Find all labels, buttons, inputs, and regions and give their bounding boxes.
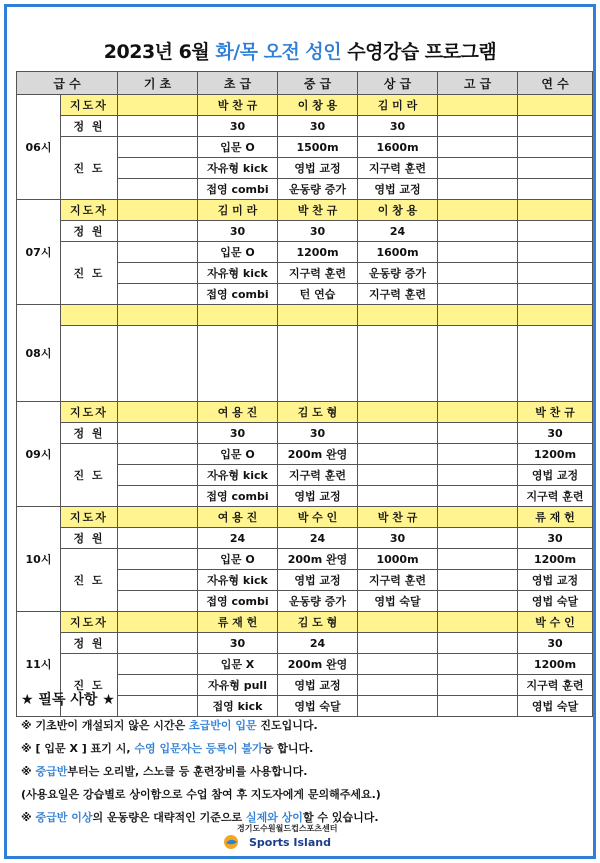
progress-cell: 영법 숙달 [518, 591, 593, 612]
empty-cell [438, 549, 518, 570]
empty-cell [438, 242, 518, 263]
progress-cell: 입문 O [198, 444, 278, 465]
title-highlight: 화/목 오전 성인 [215, 41, 342, 63]
instructor-row [17, 507, 593, 528]
progress-cell: 200m 완영 [278, 549, 358, 570]
empty-cell [118, 179, 198, 200]
capacity-cell: 24 [278, 528, 358, 549]
sports-island-icon [223, 834, 245, 850]
progress-cell: 지구력 훈련 [358, 284, 438, 305]
progress-label: 진 도 [61, 137, 118, 200]
empty-cell [438, 654, 518, 675]
progress-cell: 영법 교정 [358, 179, 438, 200]
header-beginner: 초 급 [198, 72, 278, 95]
instructor-cell: 여 용 진 [198, 507, 278, 528]
progress-cell: 운동량 증가 [278, 591, 358, 612]
empty-cell [358, 326, 438, 402]
instructor-row [17, 612, 593, 633]
org-name: 경기도수원월드컵스포츠센터 [237, 824, 338, 833]
empty-cell [118, 591, 198, 612]
instructor-row [17, 200, 593, 221]
capacity-cell: 30 [518, 633, 593, 654]
capacity-cell [438, 423, 518, 444]
capacity-cell: 24 [358, 221, 438, 242]
progress-cell: 지구력 훈련 [278, 465, 358, 486]
progress-row [17, 654, 593, 675]
progress-cell: 자유형 kick [198, 465, 278, 486]
progress-cell: 운동량 증가 [358, 263, 438, 284]
header-training: 연 수 [518, 72, 593, 95]
capacity-cell: 30 [198, 221, 278, 242]
title-suffix: 수영강습 프로그램 [341, 41, 497, 63]
empty-cell [358, 486, 438, 507]
instructor-row [17, 402, 593, 423]
capacity-cell: 30 [198, 423, 278, 444]
empty-cell [518, 137, 593, 158]
progress-cell: 영법 교정 [278, 675, 358, 696]
instructor-cell [118, 507, 198, 528]
capacity-cell [118, 528, 198, 549]
progress-row [17, 137, 593, 158]
instructor-cell [518, 200, 593, 221]
progress-cell: 자유형 kick [198, 570, 278, 591]
capacity-cell [118, 423, 198, 444]
progress-cell: 접영 combi [198, 591, 278, 612]
capacity-cell [118, 116, 198, 137]
instructor-cell: 박 찬 규 [198, 95, 278, 116]
header-upper: 상 급 [358, 72, 438, 95]
instructor-cell: 박 찬 규 [278, 200, 358, 221]
progress-cell: 턴 연습 [278, 284, 358, 305]
note-4: (사용요일은 강습별로 상이함으로 수업 참여 후 지도자에게 문의해주세요.) [21, 788, 381, 801]
progress-cell: 지구력 훈련 [278, 263, 358, 284]
instructor-cell [118, 402, 198, 423]
progress-cell: 지구력 훈련 [518, 486, 593, 507]
empty-cell [118, 158, 198, 179]
note-1: ※ 기초반이 개설되지 않은 시간은 초급반이 입문 진도입니다. [21, 719, 318, 732]
empty-cell [61, 326, 118, 402]
capacity-row [17, 423, 593, 444]
progress-cell: 200m 완영 [278, 444, 358, 465]
progress-cell: 영법 교정 [518, 570, 593, 591]
footer-logo [217, 823, 387, 853]
progress-cell: 영법 숙달 [278, 696, 358, 717]
capacity-cell: 30 [358, 116, 438, 137]
instructor-cell [278, 305, 358, 326]
instructor-cell: 이 창 용 [358, 200, 438, 221]
empty-cell [518, 158, 593, 179]
progress-cell: 1200m [518, 654, 593, 675]
time-cell: 10시 [17, 507, 61, 612]
instructor-cell [438, 305, 518, 326]
progress-cell: 접영 combi [198, 179, 278, 200]
capacity-cell: 30 [278, 423, 358, 444]
progress-cell: 지구력 훈련 [518, 675, 593, 696]
note-5: ※ 중급반 이상의 운동량은 대략적인 기준으로 실제와 상이할 수 있습니다. [21, 811, 379, 824]
progress-cell: 자유형 kick [198, 263, 278, 284]
empty-cell [438, 326, 518, 402]
instructor-cell: 박 찬 규 [518, 402, 593, 423]
time-cell: 06시 [17, 95, 61, 200]
instructor-cell: 박 수 인 [518, 612, 593, 633]
instructor-cell: 김 미 라 [358, 95, 438, 116]
capacity-cell [518, 116, 593, 137]
empty-cell [118, 284, 198, 305]
notes-heading: ★ 필독 사항 ★ [21, 692, 115, 708]
note-3: ※ 중급반부터는 오리발, 스노클 등 훈련장비를 사용합니다. [21, 765, 308, 778]
page-title [7, 37, 593, 64]
header-intermediate: 중 급 [278, 72, 358, 95]
progress-cell: 1600m [358, 242, 438, 263]
instructor-label: 지도자 [61, 200, 118, 221]
empty-cell [198, 326, 278, 402]
empty-cell [358, 654, 438, 675]
progress-cell: 입문 O [198, 549, 278, 570]
capacity-label: 정 원 [61, 423, 118, 444]
instructor-cell [518, 95, 593, 116]
progress-cell: 입문 O [198, 137, 278, 158]
schedule-table [16, 71, 593, 717]
capacity-row [17, 528, 593, 549]
progress-cell: 200m 완영 [278, 654, 358, 675]
capacity-cell: 30 [198, 633, 278, 654]
slot-row [17, 326, 593, 402]
empty-cell [358, 444, 438, 465]
progress-cell: 영법 교정 [278, 570, 358, 591]
instructor-label: 지도자 [61, 95, 118, 116]
header-level: 급 수 [17, 72, 118, 95]
capacity-cell [438, 528, 518, 549]
empty-cell [118, 137, 198, 158]
progress-cell: 1000m [358, 549, 438, 570]
capacity-cell: 24 [198, 528, 278, 549]
capacity-label: 정 원 [61, 221, 118, 242]
capacity-row [17, 116, 593, 137]
instructor-cell: 김 미 라 [198, 200, 278, 221]
instructor-cell: 류 재 헌 [198, 612, 278, 633]
instructor-cell: 박 찬 규 [358, 507, 438, 528]
page-frame [4, 4, 596, 859]
empty-cell [438, 137, 518, 158]
empty-cell [118, 654, 198, 675]
empty-cell [438, 263, 518, 284]
empty-cell [438, 284, 518, 305]
progress-cell: 영법 교정 [278, 486, 358, 507]
progress-cell: 지구력 훈련 [358, 570, 438, 591]
instructor-cell: 김 도 형 [278, 612, 358, 633]
instructor-cell [438, 402, 518, 423]
instructor-cell [61, 305, 118, 326]
instructor-cell: 김 도 형 [278, 402, 358, 423]
instructor-label: 지도자 [61, 507, 118, 528]
progress-cell: 영법 교정 [518, 465, 593, 486]
progress-cell: 입문 X [198, 654, 278, 675]
empty-cell [118, 444, 198, 465]
capacity-cell [438, 221, 518, 242]
capacity-cell: 30 [278, 221, 358, 242]
instructor-cell [118, 612, 198, 633]
empty-cell [518, 179, 593, 200]
capacity-cell [118, 221, 198, 242]
empty-cell [438, 444, 518, 465]
empty-cell [438, 570, 518, 591]
progress-cell: 1200m [518, 444, 593, 465]
time-cell: 11시 [17, 612, 61, 717]
title-prefix: 2023년 6월 [103, 41, 216, 63]
progress-row [17, 444, 593, 465]
progress-label: 진 도 [61, 242, 118, 305]
instructor-cell: 류 재 헌 [518, 507, 593, 528]
empty-cell [518, 326, 593, 402]
instructor-cell [358, 402, 438, 423]
instructor-cell [518, 305, 593, 326]
empty-cell [438, 591, 518, 612]
capacity-label: 정 원 [61, 633, 118, 654]
capacity-cell [118, 633, 198, 654]
capacity-cell: 30 [518, 528, 593, 549]
capacity-row [17, 633, 593, 654]
capacity-cell: 30 [358, 528, 438, 549]
empty-cell [278, 326, 358, 402]
empty-cell [358, 465, 438, 486]
progress-cell: 1200m [278, 242, 358, 263]
header-basic: 기 초 [118, 72, 198, 95]
empty-cell [118, 549, 198, 570]
instructor-cell [118, 200, 198, 221]
instructor-cell: 박 수 인 [278, 507, 358, 528]
empty-cell [518, 242, 593, 263]
empty-cell [518, 263, 593, 284]
note-2: ※ [ 입문 X ] 표기 시, 수영 입문자는 등록이 불가능 합니다. [21, 742, 314, 755]
instructor-cell: 이 창 용 [278, 95, 358, 116]
brand-name: Sports Island [249, 836, 331, 849]
progress-row [17, 549, 593, 570]
instructor-cell [198, 305, 278, 326]
progress-cell: 접영 combi [198, 284, 278, 305]
slot-row [17, 305, 593, 326]
capacity-cell [358, 633, 438, 654]
empty-cell [438, 465, 518, 486]
instructor-cell [438, 507, 518, 528]
progress-label: 진 도 [61, 444, 118, 507]
progress-cell: 접영 combi [198, 486, 278, 507]
capacity-cell: 30 [518, 423, 593, 444]
instructor-cell [118, 95, 198, 116]
progress-cell: 운동량 증가 [278, 179, 358, 200]
instructor-cell [358, 612, 438, 633]
instructor-label: 지도자 [61, 612, 118, 633]
progress-cell: 영법 숙달 [518, 696, 593, 717]
progress-cell: 자유형 kick [198, 158, 278, 179]
capacity-cell: 30 [198, 116, 278, 137]
progress-cell: 영법 교정 [278, 158, 358, 179]
progress-cell: 지구력 훈련 [358, 158, 438, 179]
progress-cell: 입문 O [198, 242, 278, 263]
capacity-cell [518, 221, 593, 242]
empty-cell [438, 486, 518, 507]
instructor-label: 지도자 [61, 402, 118, 423]
capacity-label: 정 원 [61, 116, 118, 137]
time-cell: 08시 [17, 305, 61, 402]
empty-cell [118, 465, 198, 486]
progress-cell: 1500m [278, 137, 358, 158]
progress-row [17, 242, 593, 263]
empty-cell [118, 242, 198, 263]
instructor-cell [358, 305, 438, 326]
time-cell: 07시 [17, 200, 61, 305]
capacity-cell [438, 116, 518, 137]
empty-cell [118, 570, 198, 591]
capacity-cell [438, 633, 518, 654]
instructor-cell: 여 용 진 [198, 402, 278, 423]
instructor-cell [118, 305, 198, 326]
time-cell: 09시 [17, 402, 61, 507]
empty-cell [438, 158, 518, 179]
capacity-row [17, 221, 593, 242]
progress-cell: 영법 숙달 [358, 591, 438, 612]
capacity-cell: 30 [278, 116, 358, 137]
capacity-label: 정 원 [61, 528, 118, 549]
header-row [17, 72, 593, 95]
empty-cell [118, 326, 198, 402]
progress-label: 진 도 [61, 549, 118, 612]
instructor-cell [438, 612, 518, 633]
progress-cell: 자유형 pull [198, 675, 278, 696]
progress-cell: 1200m [518, 549, 593, 570]
instructor-cell [438, 200, 518, 221]
empty-cell [118, 263, 198, 284]
progress-label: 진 도 [61, 654, 118, 717]
instructor-cell [438, 95, 518, 116]
capacity-cell [358, 423, 438, 444]
notes-section [21, 689, 586, 832]
progress-cell: 1600m [358, 137, 438, 158]
header-advanced: 고 급 [438, 72, 518, 95]
capacity-cell: 24 [278, 633, 358, 654]
empty-cell [438, 179, 518, 200]
empty-cell [518, 284, 593, 305]
instructor-row [17, 95, 593, 116]
empty-cell [118, 486, 198, 507]
progress-cell: 접영 kick [198, 696, 278, 717]
